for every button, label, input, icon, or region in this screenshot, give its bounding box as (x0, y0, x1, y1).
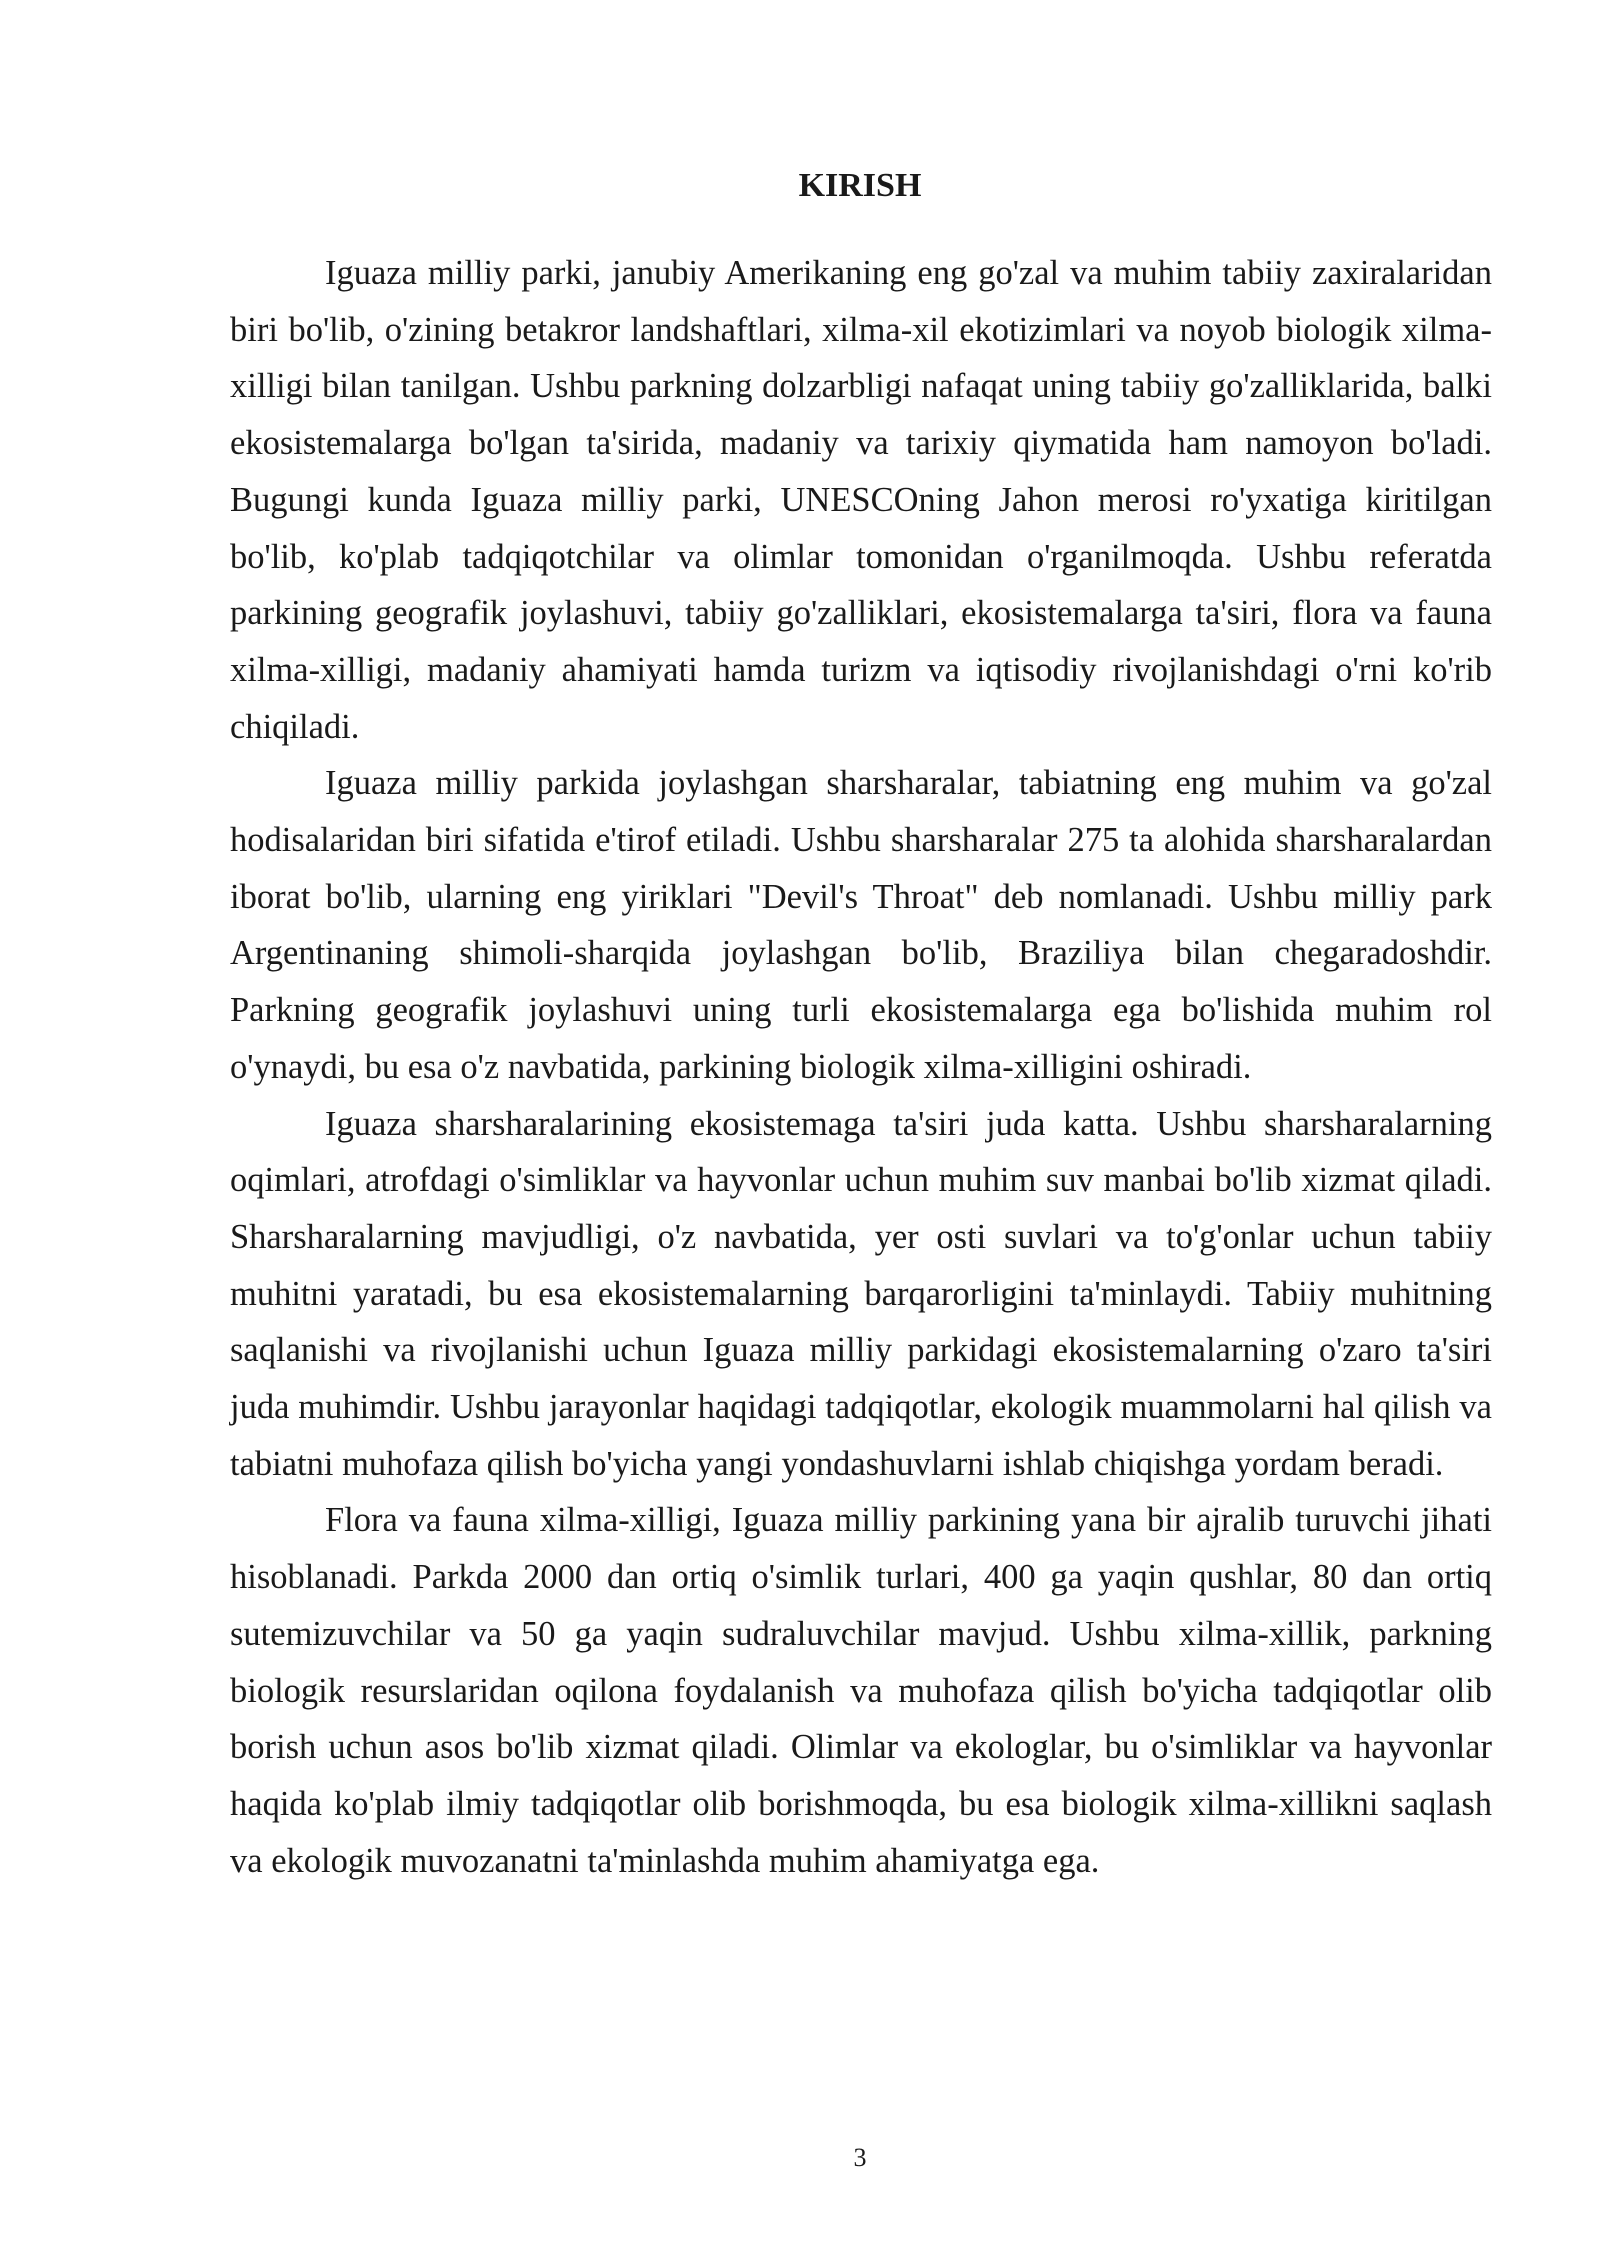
paragraph-flora-fauna: Flora va fauna xilma-xilligi, Iguaza milliy parkining yana bir ajralib turuvchi jihati hisoblanadi. Parkda 2000 dan ortiq o'simlik turlari, 400 ga yaqin qushlar, 80 dan ortiq sutemizuvchilar va 50 ga yaqin sudraluvchilar mavjud. Ushbu xilma-xillik, parkning biologik resurslaridan oqilona foydalanish va muhofaza qilish bo'yicha tadqiqotlar olib borish uchun asos bo'lib xizmat qiladi. Olimlar va ekologlar, bu o'simliklar va hayvonlar haqida ko'plab ilmiy tadqiqotlar olib borishmoqda, bu esa biologik xilma-xillikni saqlash va ekologik muvozanatni ta'minlashda muhim ahamiyatga ega. (230, 1501, 1492, 1880)
paragraph-waterfalls: Iguaza milliy parkida joylashgan sharsharalar, tabiatning eng muhim va go'zal hodisalaridan biri sifatida e'tirof etiladi. Ushbu sharsharalar 275 ta alohida sharsharalardan iborat bo'lib, ularning eng yiriklari "Devil's Throat" deb nomlanadi. Ushbu milliy park Argentinaning shimoli-sharqida joylashgan bo'lib, Braziliya bilan chegaradoshdir. Parkning geografik joylashuvi uning turli ekosistemalarga ega bo'lishida muhim rol o'ynaydi, bu esa o'z navbatida, parkining biologik xilma-xilligini oshiradi. (230, 764, 1492, 1086)
paragraph-ecosystem: Iguaza sharsharalarining ekosistemaga ta'siri juda katta. Ushbu sharsharalarning oqimlari, atrofdagi o'simliklar va hayvonlar uchun muhim suv manbai bo'lib xizmat qiladi. Sharsharalarning mavjudligi, o'z navbatida, yer osti suvlari va to'g'onlar uchun tabiiy muhitni yaratadi, bu esa ekosistemalarning barqarorligini ta'minlaydi. Tabiiy muhitning saqlanishi va rivojlanishi uchun Iguaza milliy parkidagi ekosistemalarning o'zaro ta'siri juda muhimdir. Ushbu jarayonlar haqidagi tadqiqotlar, ekologik muammolarni hal qilish va tabiatni muhofaza qilish bo'yicha yangi yondashuvlarni ishlab chiqishga yordam beradi. (230, 1104, 1492, 1483)
body-text (230, 245, 1492, 1889)
page-title: KIRISH (798, 167, 922, 204)
paragraph-intro: Iguaza milliy parki, janubiy Amerikaning eng go'zal va muhim tabiiy zaxiralaridan biri bo'lib, o'zining betakror landshaftlari, xilma-xil ekotizimlari va noyob biologik xilma-xilligi bilan tanilgan. Ushbu parkning dolzarbligi nafaqat uning tabiiy go'zalliklarida, balki ekosistemalarga bo'lgan ta'sirida, madaniy va tarixiy qiymatida ham namoyon bo'ladi. Bugungi kunda Iguaza milliy parki, UNESCOning Jahon merosi ro'yxatiga kiritilgan bo'lib, ko'plab tadqiqotchilar va olimlar tomonidan o'rganilmoqda. Ushbu referatda parkining geografik joylashuvi, tabiiy go'zalliklari, ekosistemalarga ta'siri, flora va fauna xilma-xilligi, madaniy ahamiyati hamda turizm va iqtisodiy rivojlanishdagi o'rni ko'rib chiqiladi. (230, 254, 1492, 746)
page-number: 3 (853, 2143, 867, 2172)
